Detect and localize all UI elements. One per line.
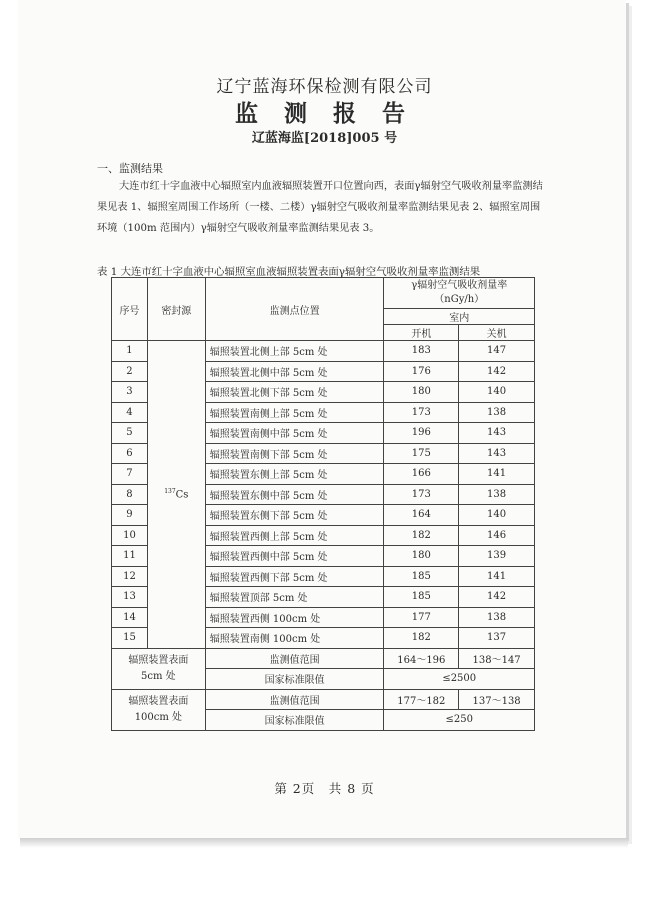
summary-range-row — [112, 689, 535, 710]
row-value-off: 146 — [459, 525, 535, 546]
row-location: 辐照装置东侧下部 5cm 处 — [205, 505, 384, 526]
row-value-on: 175 — [384, 443, 459, 464]
summary-range-label: 监测值范围 — [205, 689, 384, 710]
results-table-body — [112, 278, 535, 731]
row-value-on: 182 — [384, 628, 459, 649]
row-number: 15 — [112, 628, 148, 649]
row-value-on: 173 — [384, 402, 459, 423]
row-value-on: 180 — [384, 382, 459, 403]
summary-range-row — [112, 648, 535, 669]
header-no: 序号 — [112, 278, 148, 341]
row-value-off: 140 — [459, 505, 535, 526]
row-value-on: 177 — [384, 607, 459, 628]
summary-range-label: 监测值范围 — [205, 648, 384, 669]
row-location: 辐照装置西侧下部 5cm 处 — [205, 566, 384, 587]
row-value-on: 166 — [384, 464, 459, 485]
isotope-mass: 137 — [164, 488, 176, 496]
row-number: 8 — [112, 484, 148, 505]
row-number: 6 — [112, 443, 148, 464]
page-shadow — [20, 838, 628, 848]
table-row — [112, 341, 535, 362]
summary-range-on: 164～196 — [384, 648, 459, 669]
header-rate-unit: （nGy/h） — [434, 294, 485, 305]
header-on: 开机 — [384, 325, 459, 341]
row-value-off: 139 — [459, 546, 535, 567]
header-indoor: 室内 — [384, 309, 535, 325]
row-number: 14 — [112, 607, 148, 628]
row-number: 7 — [112, 464, 148, 485]
row-number: 1 — [112, 341, 148, 362]
row-value-on: 185 — [384, 587, 459, 608]
summary-limit-value: ≤250 — [384, 710, 535, 731]
header-row — [112, 278, 535, 309]
header-location: 监测点位置 — [205, 278, 384, 341]
row-number: 9 — [112, 505, 148, 526]
row-location: 辐照装置南侧下部 5cm 处 — [205, 443, 384, 464]
summary-group-line2: 100cm 处 — [134, 711, 183, 723]
summary-range-on: 177～182 — [384, 689, 459, 710]
summary-group-line1: 辐照装置表面 — [128, 695, 189, 707]
row-number: 13 — [112, 587, 148, 608]
row-location: 辐照装置东侧上部 5cm 处 — [205, 464, 384, 485]
table-caption: 表 1 大连市红十字血液中心辐照室血液辐照装置表面γ辐射空气吸收剂量率监测结果 — [97, 266, 481, 278]
row-number: 3 — [112, 382, 148, 403]
row-location: 辐照装置西侧上部 5cm 处 — [205, 525, 384, 546]
row-value-on: 182 — [384, 525, 459, 546]
row-number: 5 — [112, 423, 148, 444]
row-value-on: 173 — [384, 484, 459, 505]
row-location: 辐照装置北侧下部 5cm 处 — [205, 382, 384, 403]
header-rate-label: γ辐射空气吸收剂量率 — [411, 280, 508, 291]
sealed-source-cell — [147, 341, 205, 649]
row-location: 辐照装置南侧中部 5cm 处 — [205, 423, 384, 444]
row-value-off: 143 — [459, 423, 535, 444]
summary-group-label — [112, 689, 206, 730]
row-location: 辐照装置西侧中部 5cm 处 — [205, 546, 384, 567]
row-location: 辐照装置东侧中部 5cm 处 — [205, 484, 384, 505]
row-location: 辐照装置南侧上部 5cm 处 — [205, 402, 384, 423]
row-value-on: 183 — [384, 341, 459, 362]
row-number: 11 — [112, 546, 148, 567]
row-value-on: 180 — [384, 546, 459, 567]
section-heading: 一、监测结果 — [97, 162, 163, 175]
page-footer: 第 2页 共 8 页 — [274, 781, 375, 796]
row-value-off: 141 — [459, 566, 535, 587]
row-number: 4 — [112, 402, 148, 423]
isotope-element: Cs — [175, 489, 189, 501]
row-number: 12 — [112, 566, 148, 587]
summary-limit-label: 国家标准限值 — [205, 710, 384, 731]
row-number: 2 — [112, 361, 148, 382]
row-value-off: 137 — [459, 628, 535, 649]
row-value-off: 142 — [459, 587, 535, 608]
summary-range-off: 138～147 — [459, 648, 535, 669]
row-location: 辐照装置南侧 100cm 处 — [205, 628, 384, 649]
header-rate — [384, 278, 535, 309]
row-value-off: 141 — [459, 464, 535, 485]
company-name: 辽宁蓝海环保检测有限公司 — [216, 77, 433, 97]
summary-group-label — [112, 648, 206, 689]
summary-group-line2: 5cm 处 — [141, 670, 176, 682]
section-paragraph: 大连市红十字血液中心辐照室内血液辐照装置开口位置向西，表面γ辐射空气吸收剂量率监测结果见表 1、辐照室周围工作场所（一楼、二楼）γ辐射空气吸收剂量率监测结果见表 2、辐照室周围环境（100m 范围内）γ辐射空气吸收剂量率监测结果见表 3。 — [97, 181, 543, 234]
row-value-off: 142 — [459, 361, 535, 382]
document-number: 辽蓝海监[2018]005 号 — [251, 131, 398, 146]
row-value-on: 196 — [384, 423, 459, 444]
row-value-off: 140 — [459, 382, 535, 403]
header-source: 密封源 — [147, 278, 205, 341]
row-value-off: 138 — [459, 484, 535, 505]
row-value-off: 138 — [459, 402, 535, 423]
results-table — [111, 277, 535, 731]
row-number: 10 — [112, 525, 148, 546]
row-location: 辐照装置北侧上部 5cm 处 — [205, 341, 384, 362]
row-location: 辐照装置西侧 100cm 处 — [205, 607, 384, 628]
summary-limit-value: ≤2500 — [384, 669, 535, 690]
summary-limit-label: 国家标准限值 — [205, 669, 384, 690]
row-location: 辐照装置北侧中部 5cm 处 — [205, 361, 384, 382]
report-title: 监 测 报 告 — [234, 100, 415, 127]
row-value-off: 138 — [459, 607, 535, 628]
row-location: 辐照装置顶部 5cm 处 — [205, 587, 384, 608]
summary-range-off: 137～138 — [459, 689, 535, 710]
row-value-on: 176 — [384, 361, 459, 382]
row-value-on: 164 — [384, 505, 459, 526]
row-value-on: 185 — [384, 566, 459, 587]
row-value-off: 143 — [459, 443, 535, 464]
header-off: 关机 — [459, 325, 535, 341]
summary-group-line1: 辐照装置表面 — [128, 654, 189, 666]
row-value-off: 147 — [459, 341, 535, 362]
